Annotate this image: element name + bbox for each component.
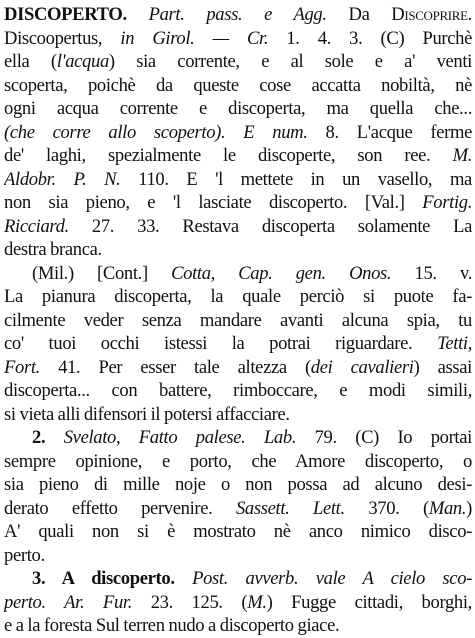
text-line: cilmente veder senza mandare avanti alcuna spia, tu [4,309,472,331]
section-line: 2. Svelato, Fatto palese. Lab. 79. (C) Io portai [32,427,472,448]
section-line: (Mil.) [Cont.] Cotta, Cap. gen. Onos. 15. v. [32,262,472,284]
text-line: si vieta alli difensori il potersi affacciare. [4,403,290,425]
text-line: discoperta... con battere, rimboccare, e modi simili, [4,380,472,401]
text-line: e a la foresta Sul terren nudo a discoperto giace. [4,615,340,636]
text-line: La pianura discoperta, la quale perciò si puote fa- [4,286,472,307]
origin-word: Discoprire. [391,4,472,25]
text-line: de' laghi, spezialmente le discoperte, son ree. M. [4,145,472,166]
text-line: perto. [4,544,45,566]
text-line: ella (l'acqua) sia corrente, e al sole e a' venti [4,51,472,72]
section-line: 3. A discoperto. Post. avverb. vale A cielo sco- [32,568,472,589]
headword: DISCOPERTO. [4,4,127,25]
text-line: ogni acqua corrente e discoperta, ma quella che... [4,98,472,119]
entry-header-line [4,3,472,27]
text-line: (che corre allo scoperto). E num. 8. L'acque ferme [4,121,472,143]
text-line: perto. Ar. Fur. 23. 125. (M.) Fugge cittadi, borghi, [4,591,472,613]
text-line: sempre opinione, e porto, che Amore discoperto, o [4,450,472,472]
text-line: non sia pieno, e 'l lasciate discoperto. [Val.] Fortig. [4,192,472,213]
text-line: derato effetto pervenire. Sassett. Lett. 370. (Man.) [4,497,472,519]
origin-prefix: Da [348,4,370,25]
text-line: destra branca. [4,239,102,260]
text-line: scoperta, poichè da queste cose accatta nobiltà, nè [4,74,472,96]
dictionary-entry [4,3,472,636]
grammar-label: Part. pass. e Agg. [148,4,327,25]
text-line: sia pieno di mille noje o non possa ad alcuno desi- [4,474,472,495]
text-line: Discoopertus, in Girol. — Cr. 1. 4. 3. (C) Purchè [4,27,472,49]
text-line: A' quali non si è mostrato nè anco nimico disco- [4,521,472,542]
text-line: Fort. 41. Per esser tale altezza (dei cavalieri) assai [4,356,472,378]
text-line: Ricciard. 27. 33. Restava discoperta solamente La [4,215,472,237]
text-line: Aldobr. P. N. 110. E 'l mettete in un vasello, ma [4,168,472,190]
text-line: co' tuoi occhi istessi la potrai riguardare. Tetti, [4,333,472,354]
